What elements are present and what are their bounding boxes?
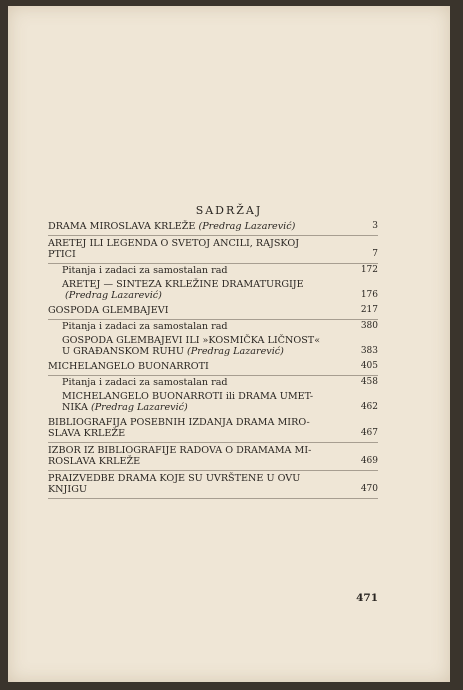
toc-entry-page: 383: [360, 346, 378, 356]
toc-entry: [48, 303, 378, 320]
toc-entry-title-line: [62, 335, 378, 346]
toc-entry-title: ROSLAVA KRLEŽE: [48, 456, 141, 467]
toc-entry-title-line: [48, 221, 378, 232]
toc-entry: [48, 334, 378, 359]
toc-entry-title: GOSPODA GLEMBAJEVI: [48, 305, 169, 316]
toc-entry: [48, 376, 378, 390]
toc-entry: [48, 415, 378, 443]
toc-entry-page: 470: [360, 484, 378, 494]
toc-entry: [48, 219, 378, 236]
toc-entry-page: 405: [360, 361, 378, 371]
toc-entry-title: NIKA: [62, 402, 88, 413]
toc-entry-title-line: [48, 473, 378, 484]
toc-entry-title-line: [48, 238, 378, 249]
toc-entry-title: DRAMA MIROSLAVA KRLEŽE: [48, 221, 196, 232]
toc-entry: [48, 264, 378, 278]
toc-entry-title-line: [48, 445, 378, 456]
toc-entry-title: BIBLIOGRAFIJA POSEBNIH IZDANJA DRAMA MIRO-: [48, 417, 310, 428]
toc-entry-page: 176: [360, 290, 378, 300]
toc-entry-title: PTICI: [48, 249, 76, 260]
toc-entry-title-line: [48, 417, 378, 428]
toc-entry-author: (Predrag Lazarević): [184, 346, 284, 357]
book-page: [8, 6, 450, 682]
toc-entry-page: 172: [360, 265, 378, 275]
toc-entry-title: MICHELANGELO BUONARROTI ili DRAMA UMET-: [62, 391, 314, 402]
toc-entry: [48, 236, 378, 264]
toc-entry-title-line: [48, 484, 378, 495]
table-of-contents: [48, 219, 378, 499]
toc-entry: [48, 390, 378, 415]
toc-entry-page: 3: [372, 221, 378, 231]
toc-entry-title-line: [48, 249, 378, 260]
toc-entry-title-line: [48, 361, 378, 372]
toc-entry-title-line: [48, 456, 378, 467]
toc-entry-title: ARETEJ ILI LEGENDA O SVETOJ ANCILI, RAJSKOJ: [48, 238, 300, 249]
toc-entry-title: Pitanja i zadaci za samostalan rad: [62, 321, 228, 332]
toc-entry-title-line: [48, 428, 378, 439]
toc-entry-title: Pitanja i zadaci za samostalan rad: [62, 265, 228, 276]
toc-entry-title: MICHELANGELO BUONARROTI: [48, 361, 209, 372]
toc-entry-title: GOSPODA GLEMBAJEVI ILI »KOSMIČKA LIČNOST«: [62, 335, 321, 346]
toc-entry-page: 380: [360, 321, 378, 331]
toc-entry-title-line: [62, 377, 378, 388]
toc-entry-title: IZBOR IZ BIBLIOGRAFIJE RADOVA O DRAMAMA MI-: [48, 445, 312, 456]
toc-entry-title-line: [62, 346, 378, 357]
page-number: 471: [356, 592, 378, 604]
toc-entry-page: 7: [372, 249, 378, 259]
contents-heading: SADRŽAJ: [195, 204, 263, 217]
toc-entry-title: PRAIZVEDBE DRAMA KOJE SU UVRŠTENE U OVU: [48, 473, 301, 484]
toc-entry: [48, 278, 378, 303]
toc-entry-title-line: [62, 265, 378, 276]
toc-entry-author: (Predrag Lazarević): [87, 402, 188, 413]
toc-entry-title-line: [48, 305, 378, 316]
toc-entry-page: 469: [360, 456, 378, 466]
toc-entry-title: U GRAĐANSKOM RUHU: [62, 346, 184, 357]
toc-entry: [48, 359, 378, 376]
toc-entry: [48, 443, 378, 471]
toc-entry-page: 458: [360, 377, 378, 387]
toc-entry-title-line: [62, 391, 378, 402]
toc-entry-title-line: [62, 279, 378, 301]
toc-entry-title: Pitanja i zadaci za samostalan rad: [62, 377, 228, 388]
toc-entry-title: ARETEJ — SINTEZA KRLEŽINE DRAMATURGIJE: [62, 279, 304, 290]
toc-entry-title: KNJIGU: [48, 484, 87, 495]
toc-entry-page: 467: [360, 428, 378, 438]
toc-entry-title-line: [62, 321, 378, 332]
toc-entry-author: (Predrag Lazarević): [62, 290, 162, 301]
toc-entry: [48, 320, 378, 334]
toc-entry: [48, 471, 378, 499]
toc-entry-page: 462: [360, 402, 378, 412]
toc-entry-author: (Predrag Lazarević): [195, 221, 296, 232]
toc-entry-title: SLAVA KRLEŽE: [48, 428, 126, 439]
toc-entry-title-line: [62, 402, 378, 413]
toc-entry-page: 217: [360, 305, 378, 315]
